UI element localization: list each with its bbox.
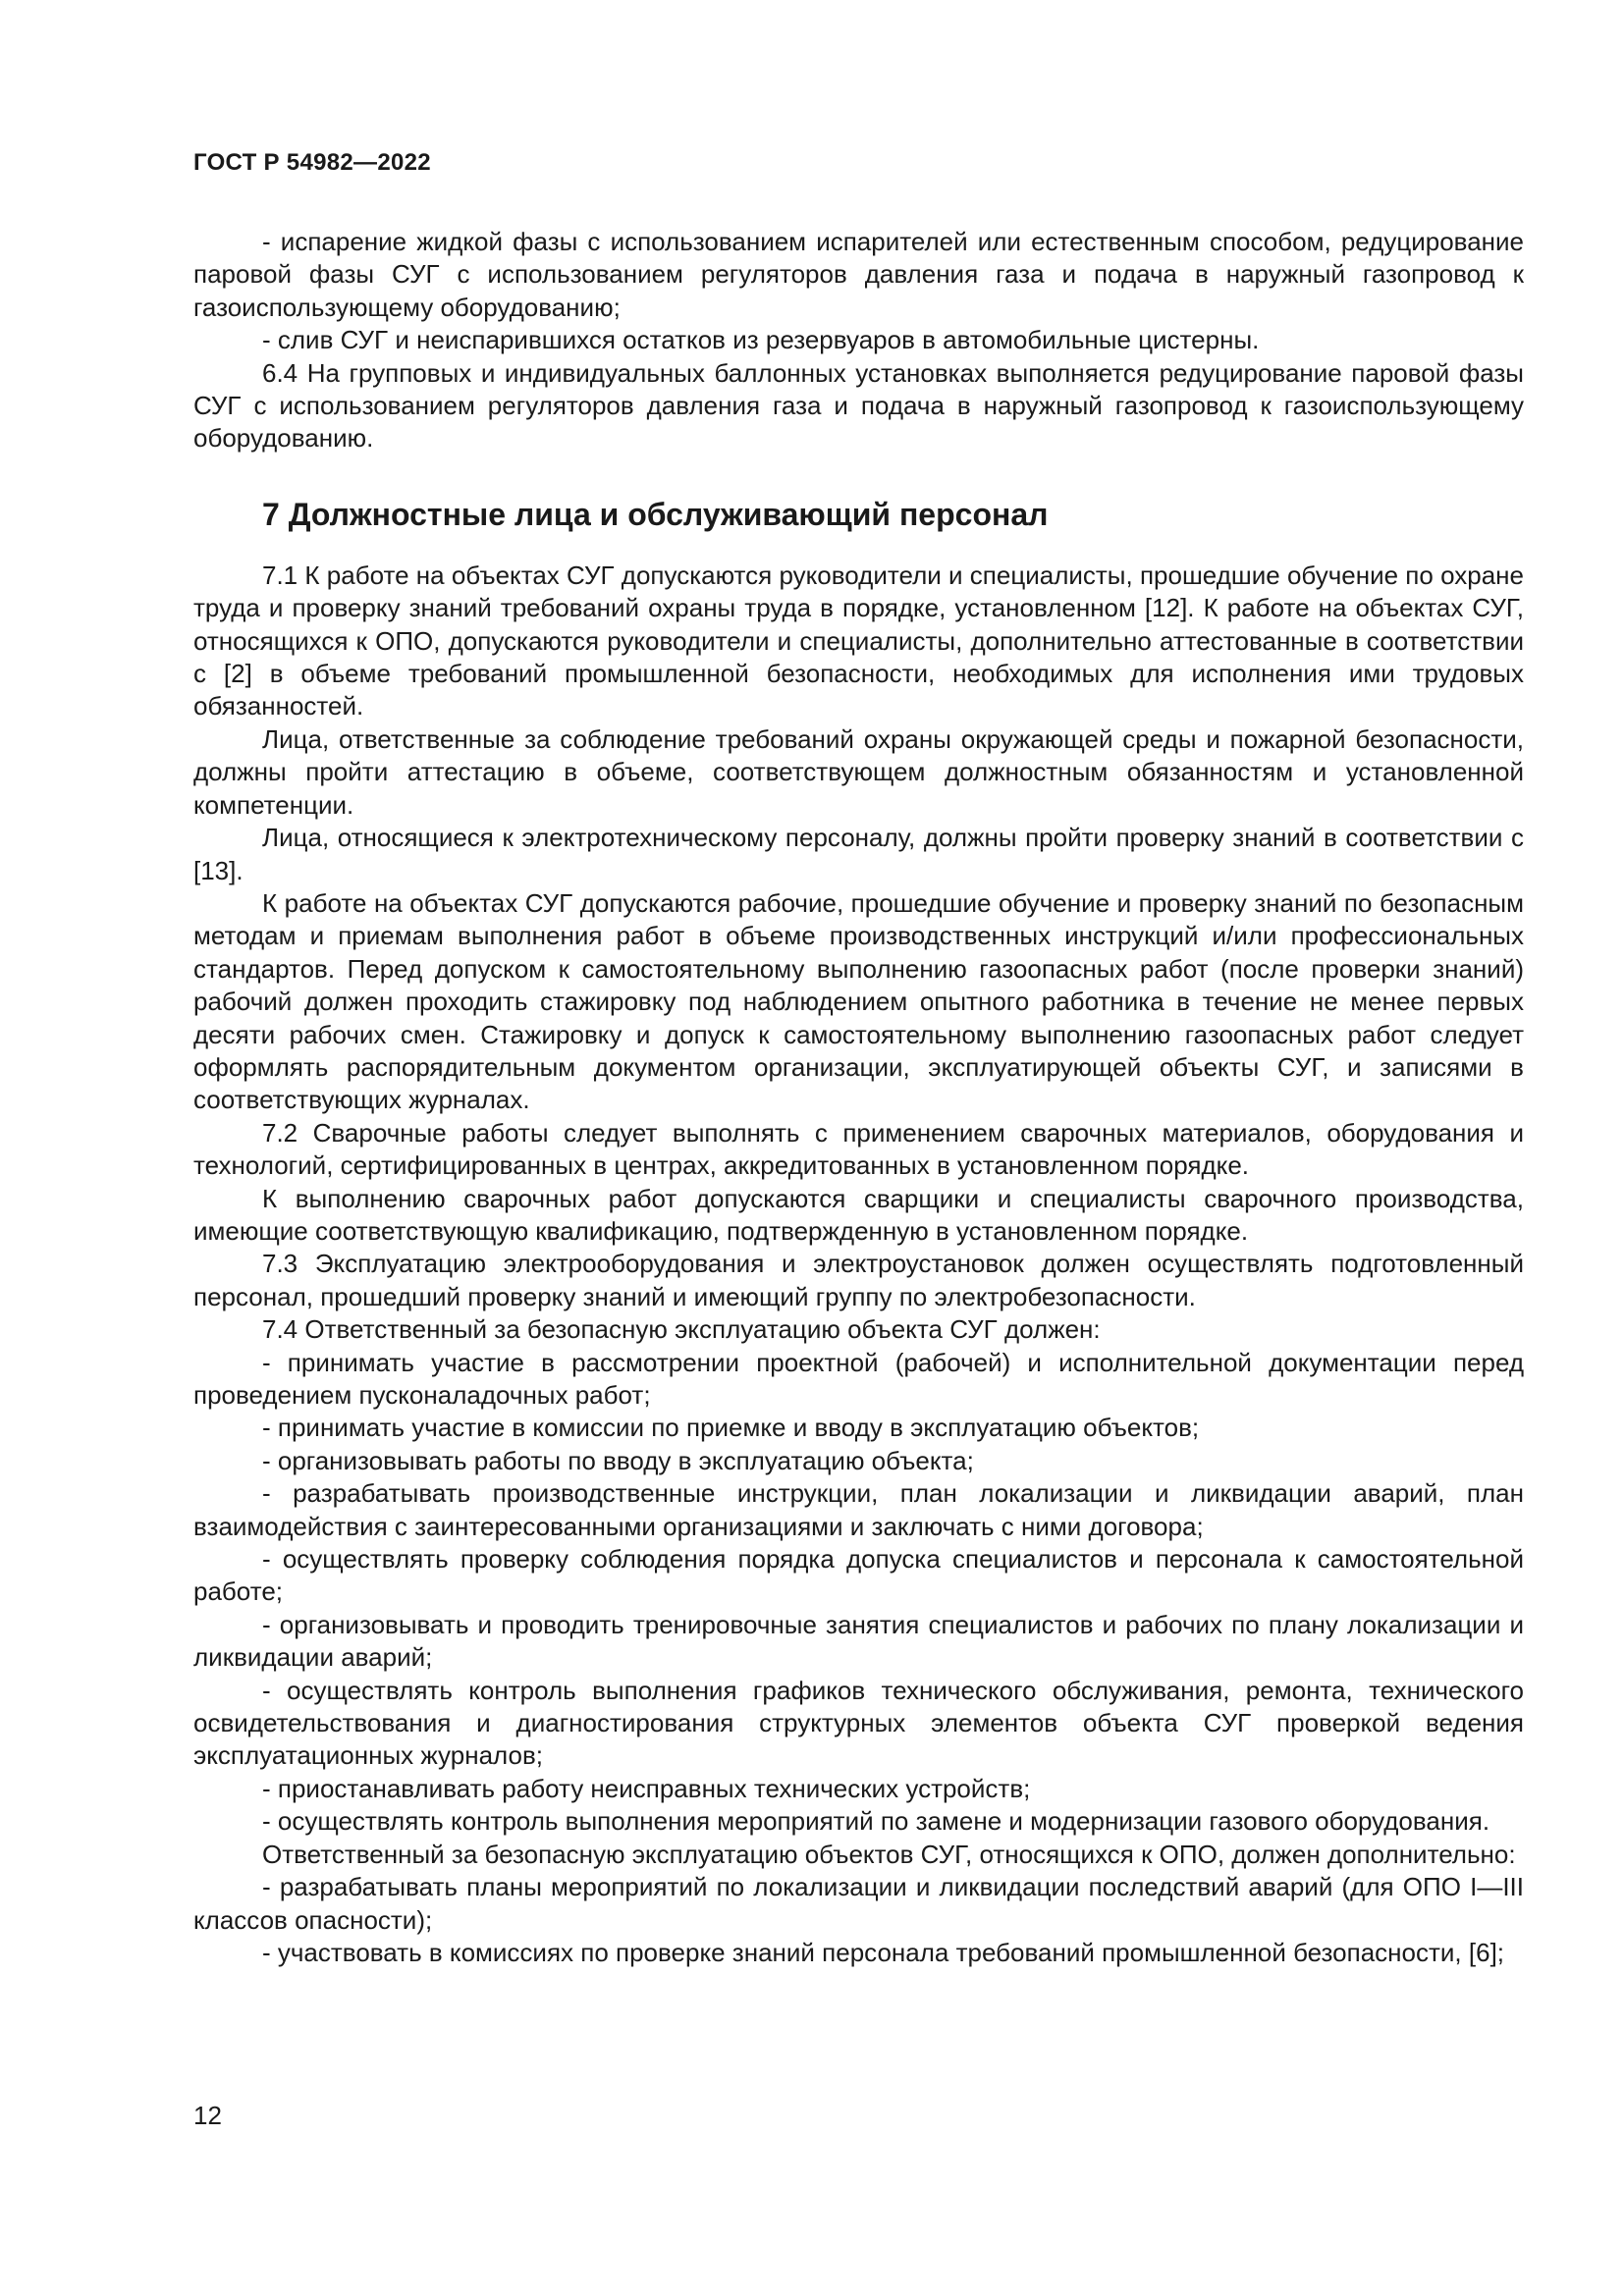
paragraph-environment-safety: Лица, ответственные за соблюдение требований охраны окружающей среды и пожарной безопасности, должны пройти аттестацию в объеме, соответствующем должностным обязанностям и установленной компетенции. (193, 723, 1524, 820)
clause-7-3: 7.3 Эксплуатацию электрооборудования и электроустановок должен осуществлять подготовленный персонал, прошедший проверку знаний и имеющий группу по электробезопасности. (193, 1249, 1524, 1311)
list-item: - осуществлять проверку соблюдения порядка допуска специалистов и персонала к самостоятельной работе; (193, 1544, 1524, 1607)
list-item: - организовывать работы по вводу в эксплуатацию объекта; (262, 1445, 974, 1475)
clause-6-4: 6.4 На групповых и индивидуальных баллонных установках выполняется редуцирование паровой фазы СУГ с использованием регуляторов давления газа и подача в наружный газопровод к газоиспользующему оборудованию. (193, 357, 1524, 454)
list-item: - участвовать в комиссиях по проверке знаний персонала требований промышленной безопасности, [6]; (262, 1937, 1505, 1967)
clause-7-2: 7.2 Сварочные работы следует выполнять с применением сварочных материалов, оборудования и технологий, сертифицированных в центрах, аккредитованных в установленном порядке. (193, 1117, 1524, 1181)
list-item: - принимать участие в рассмотрении проектной (рабочей) и исполнительной документации перед проведением пусконаладочных работ; (193, 1347, 1524, 1410)
list-item-drain: - слив СУГ и неиспарившихся остатков из резервуаров в автомобильные цистерны. (262, 325, 1260, 355)
list-item: - осуществлять контроль выполнения мероприятий по замене и модернизации газового оборудования. (262, 1806, 1490, 1837)
list-item: - разрабатывать планы мероприятий по локализации и ликвидации последствий аварий (для ОПО I—III классов опасности); (193, 1872, 1524, 1935)
paragraph-workers-admission: К работе на объектах СУГ допускаются рабочие, прошедшие обучение и проверку знаний по безопасным методам и приемам выполнения работ в объеме производственных инструкций и/или профессиональных стандартов. Перед допуском к самостоятельному выполнению газоопасных работ (после проверки знаний) рабочий должен проходить стажировку под наблюдением опытного работника в течение не менее первых десяти рабочих смен. Стажировку и допуск к самостоятельному выполнению газоопасных работ следует оформлять распорядительным документом организации, эксплуатирующей объекты СУГ, и записями в соответствующих журналах. (193, 887, 1524, 1115)
section-7-heading: 7 Должностные лица и обслуживающий персонал (262, 496, 1049, 532)
document-header: ГОСТ Р 54982—2022 (193, 149, 431, 176)
list-item: - приостанавливать работу неисправных технических устройств; (262, 1773, 1031, 1803)
paragraph-welders: К выполнению сварочных работ допускаются сварщики и специалисты сварочного производства, имеющие соответствующую квалификацию, подтвержденную в установленном порядке. (193, 1183, 1524, 1246)
list-item: - принимать участие в комиссии по приемке и вводу в эксплуатацию объектов; (262, 1413, 1200, 1443)
page-number: 12 (193, 2101, 222, 2130)
document-body (193, 226, 1524, 1969)
paragraph-electrical-staff: Лица, относящиеся к электротехническому персоналу, должны пройти проверку знаний в соответствии с [13]. (193, 823, 1524, 885)
clause-7-4: 7.4 Ответственный за безопасную эксплуатацию объекта СУГ должен: (262, 1314, 1101, 1345)
list-item: - осуществлять контроль выполнения графиков технического обслуживания, ремонта, технического освидетельствования и диагностирования структурных элементов объекта СУГ проверкой ведения эксплуатационных журналов; (193, 1675, 1524, 1771)
clause-7-1: 7.1 К работе на объектах СУГ допускаются руководители и специалисты, прошедшие обучение по охране труда и проверку знаний требований охраны труда в порядке, установленном [12]. К работе на объектах СУГ, относящихся к ОПО, допускаются руководители и специалисты, дополнительно аттестованные в соответствии с [2] в объеме требований промышленной безопасности, необходимых для исполнения ими трудовых обязанностей. (193, 560, 1524, 721)
list-item: - организовывать и проводить тренировочные занятия специалистов и рабочих по плану локализации и ликвидации аварий; (193, 1609, 1524, 1673)
list-item-evaporation: - испарение жидкой фазы с использованием испарителей или естественным способом, редуцирование паровой фазы СУГ с использованием регуляторов давления газа и подача в наружный газопровод к газоиспользующему оборудованию; (193, 227, 1524, 322)
list-item: - разрабатывать производственные инструкции, план локализации и ликвидации аварий, план взаимодействия с заинтересованными организациями и заключать с ними договора; (193, 1478, 1524, 1541)
paragraph-opo-responsible: Ответственный за безопасную эксплуатацию объектов СУГ, относящихся к ОПО, должен дополнительно: (262, 1839, 1516, 1869)
